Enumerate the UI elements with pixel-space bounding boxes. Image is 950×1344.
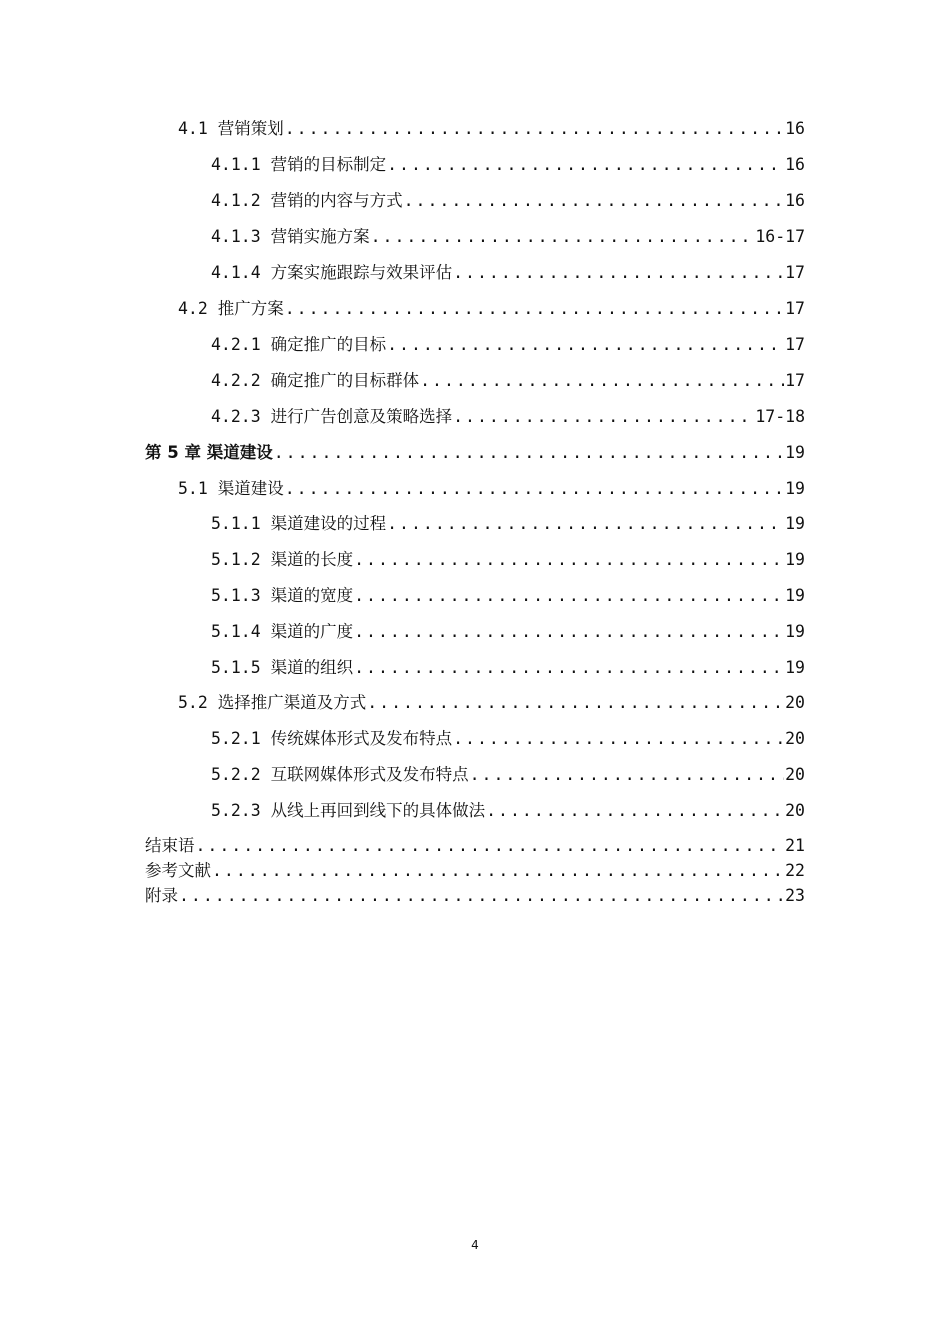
toc-dot-leader [453,728,784,750]
toc-entry-title: 4.1 营销策划 [178,119,284,138]
toc-entry[interactable] [211,262,805,284]
toc-entry-page: 22 [785,861,805,880]
toc-dot-leader [387,154,784,176]
toc-dot-leader [354,549,784,571]
toc-dot-leader [486,800,784,822]
toc-entry-title: 4.2.2 确定推广的目标群体 [211,371,420,390]
toc-entry[interactable] [211,513,805,535]
toc-dot-leader [354,621,784,643]
toc-entry-title: 4.1.4 方案实施跟踪与效果评估 [211,263,453,282]
toc-dot-leader [285,478,784,500]
toc-entry[interactable] [211,657,805,679]
toc-entry-title: 5.1.3 渠道的宽度 [211,586,354,605]
toc-entry-title: 结束语 [145,836,195,855]
toc-entry-page: 16 [785,155,805,174]
toc-entry-title: 4.2.3 进行广告创意及策略选择 [211,407,453,426]
toc-entry[interactable] [211,621,805,643]
toc-entry[interactable] [211,370,805,392]
toc-entry-page: 20 [785,765,805,784]
toc-entry[interactable] [211,764,805,786]
toc-entry-page: 21 [785,836,805,855]
toc-entry-page: 17 [785,299,805,318]
toc-dot-leader [371,226,755,248]
toc-entry[interactable] [211,585,805,607]
toc-entry[interactable] [178,118,805,140]
toc-entry-page: 19 [785,658,805,677]
toc-dot-leader [354,657,784,679]
toc-entry-page: 17 [785,371,805,390]
toc-entry[interactable] [211,190,805,212]
toc-entry[interactable] [145,835,805,857]
toc-dot-leader [387,334,784,356]
toc-dot-leader [404,190,785,212]
toc-entry[interactable] [211,406,805,428]
toc-entry-title: 5.1.4 渠道的广度 [211,622,354,641]
toc-entry-page: 17 [785,263,805,282]
toc-entry[interactable] [211,226,805,248]
toc-entry-page: 19 [785,586,805,605]
toc-dot-leader [196,835,785,857]
toc-entry[interactable] [178,298,805,320]
toc-entry-title: 4.2 推广方案 [178,299,284,318]
toc-entry-title: 5.2.1 传统媒体形式及发布特点 [211,729,453,748]
toc-dot-leader [367,692,784,714]
toc-entry[interactable] [145,860,805,882]
toc-dot-leader [470,764,785,786]
toc-entry-page: 16 [785,191,805,210]
toc-chapter-entry[interactable] [145,442,805,464]
toc-entry-page: 16 [785,119,805,138]
toc-entry-page: 20 [785,729,805,748]
toc-entry-page: 20 [785,801,805,820]
toc-dot-leader [274,442,784,464]
toc-entry-title: 4.1.3 营销实施方案 [211,227,370,246]
toc-entry-page: 17-18 [755,407,805,426]
toc-dot-leader [453,406,754,428]
toc-entry-page: 23 [785,886,805,905]
toc-entry-title: 第 5 章 渠道建设 [145,443,273,462]
toc-entry-page: 19 [785,622,805,641]
toc-entry-page: 17 [785,335,805,354]
toc-dot-leader [285,298,784,320]
toc-entry[interactable] [211,800,805,822]
toc-entry-title: 4.1.1 营销的目标制定 [211,155,387,174]
toc-dot-leader [354,585,784,607]
toc-entry-page: 16-17 [755,227,805,246]
toc-entry-title: 5.2 选择推广渠道及方式 [178,693,367,712]
toc-entry-page: 19 [785,443,805,462]
toc-dot-leader [387,513,784,535]
toc-entry[interactable] [211,549,805,571]
toc-entry-title: 5.1.5 渠道的组织 [211,658,354,677]
toc-entry-title: 附录 [145,886,178,905]
toc-dot-leader [179,885,784,907]
toc-entry-page: 20 [785,693,805,712]
toc-entry[interactable] [178,478,805,500]
toc-dot-leader [453,262,784,284]
toc-entry[interactable] [211,728,805,750]
toc-entry-title: 4.2.1 确定推广的目标 [211,335,387,354]
toc-dot-leader [285,118,784,140]
toc-entry[interactable] [211,154,805,176]
toc-entry-title: 5.1.1 渠道建设的过程 [211,514,387,533]
toc-entry[interactable] [145,885,805,907]
toc-dot-leader [420,370,784,392]
toc-entry[interactable] [211,334,805,356]
toc-entry-page: 19 [785,514,805,533]
page-number: 4 [471,1238,479,1252]
toc-entry-title: 5.1 渠道建设 [178,479,284,498]
toc-entry-title: 5.2.3 从线上再回到线下的具体做法 [211,801,486,820]
toc-entry-page: 19 [785,479,805,498]
toc-entry-title: 5.2.2 互联网媒体形式及发布特点 [211,765,469,784]
toc-entry-title: 5.1.2 渠道的长度 [211,550,354,569]
toc-entry[interactable] [178,692,805,714]
toc-entry-page: 19 [785,550,805,569]
toc-entry-title: 4.1.2 营销的内容与方式 [211,191,403,210]
toc-dot-leader [212,860,784,882]
toc-entry-title: 参考文献 [145,861,211,880]
